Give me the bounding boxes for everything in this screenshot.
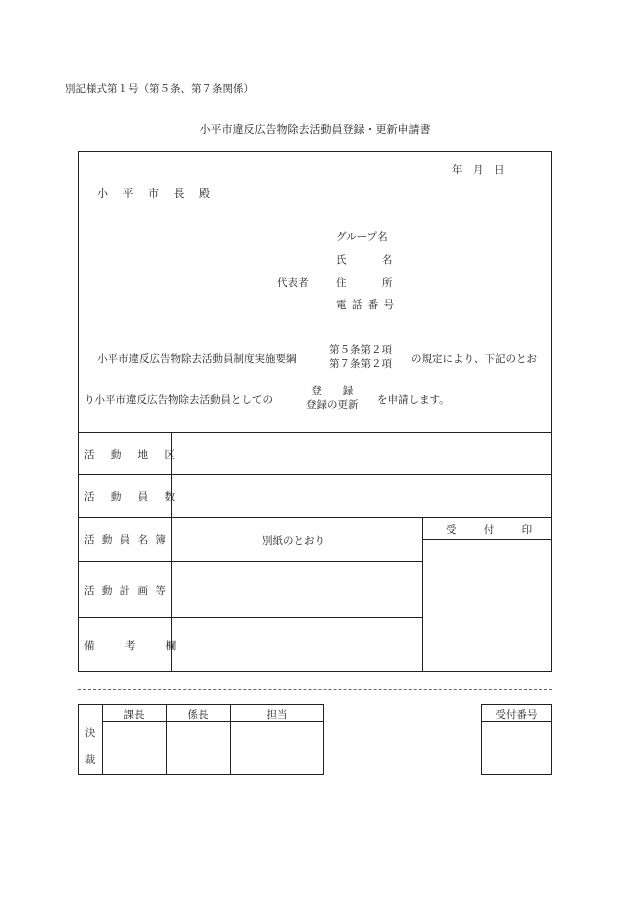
receipt-stamp-area[interactable]	[423, 540, 551, 671]
addressee: 小 平 市 長 殿	[97, 187, 210, 200]
receipt-stamp-label: 受 付 印	[446, 524, 533, 536]
in-charge-label: 担当	[266, 709, 288, 721]
in-charge-stamp[interactable]	[231, 722, 323, 774]
body-line1-suffix: の規定により、下記のとお	[411, 353, 537, 365]
form-number-note: 別記様式第１号（第５条、第７条関係）	[65, 83, 254, 95]
decision-label-bottom: 裁	[84, 754, 96, 766]
phone-label: 電 話 番 号	[336, 299, 395, 311]
article-options[interactable]	[329, 343, 392, 371]
body-line2-suffix: を申請します。	[377, 394, 450, 406]
activity-plan-field[interactable]	[172, 562, 422, 617]
receipt-number-field[interactable]	[482, 722, 551, 774]
activity-area-field[interactable]	[172, 433, 551, 474]
page-title: 小平市違反広告物除去活動員登録・更新申請書	[199, 123, 431, 136]
group-name-label: グループ名	[336, 231, 388, 243]
application-type-options[interactable]	[306, 384, 359, 412]
date-line[interactable]: 年 月 日	[452, 164, 505, 176]
body-line1-prefix: 小平市違反広告物除去活動員制度実施要綱	[97, 353, 297, 365]
subsection-chief-stamp[interactable]	[167, 722, 230, 774]
remarks-field[interactable]	[172, 618, 422, 671]
member-count-field[interactable]	[172, 475, 551, 517]
article-option-b[interactable]: 第７条第２項	[329, 358, 392, 370]
activity-plan-label: 活 動 計 画 等	[84, 585, 166, 597]
decision-label-top: 決	[84, 727, 96, 739]
representative-label: 代表者	[277, 277, 309, 289]
name-label: 氏 名	[336, 254, 393, 266]
address-label: 住 所	[336, 277, 393, 289]
article-option-a[interactable]: 第５条第２項	[329, 344, 392, 356]
member-list-label: 活 動 員 名 簿	[84, 534, 166, 546]
remarks-label: 備 考 欄	[84, 640, 177, 652]
cut-line	[78, 689, 552, 690]
body-line2-prefix: り小平市違反広告物除去活動員としての	[84, 394, 273, 406]
receipt-number-label: 受付番号	[495, 709, 538, 721]
type-option-registration[interactable]: 登 録	[311, 385, 354, 397]
member-list-note: 別紙のとおり	[262, 535, 325, 547]
activity-area-label: 活 動 地 区	[84, 449, 176, 461]
section-chief-label: 課長	[123, 709, 145, 721]
section-chief-stamp[interactable]	[103, 722, 166, 774]
subsection-chief-label: 係長	[187, 709, 209, 721]
divider-line	[78, 517, 552, 518]
type-option-renewal[interactable]: 登録の更新	[306, 399, 359, 411]
member-count-label: 活 動 員 数	[84, 491, 176, 503]
